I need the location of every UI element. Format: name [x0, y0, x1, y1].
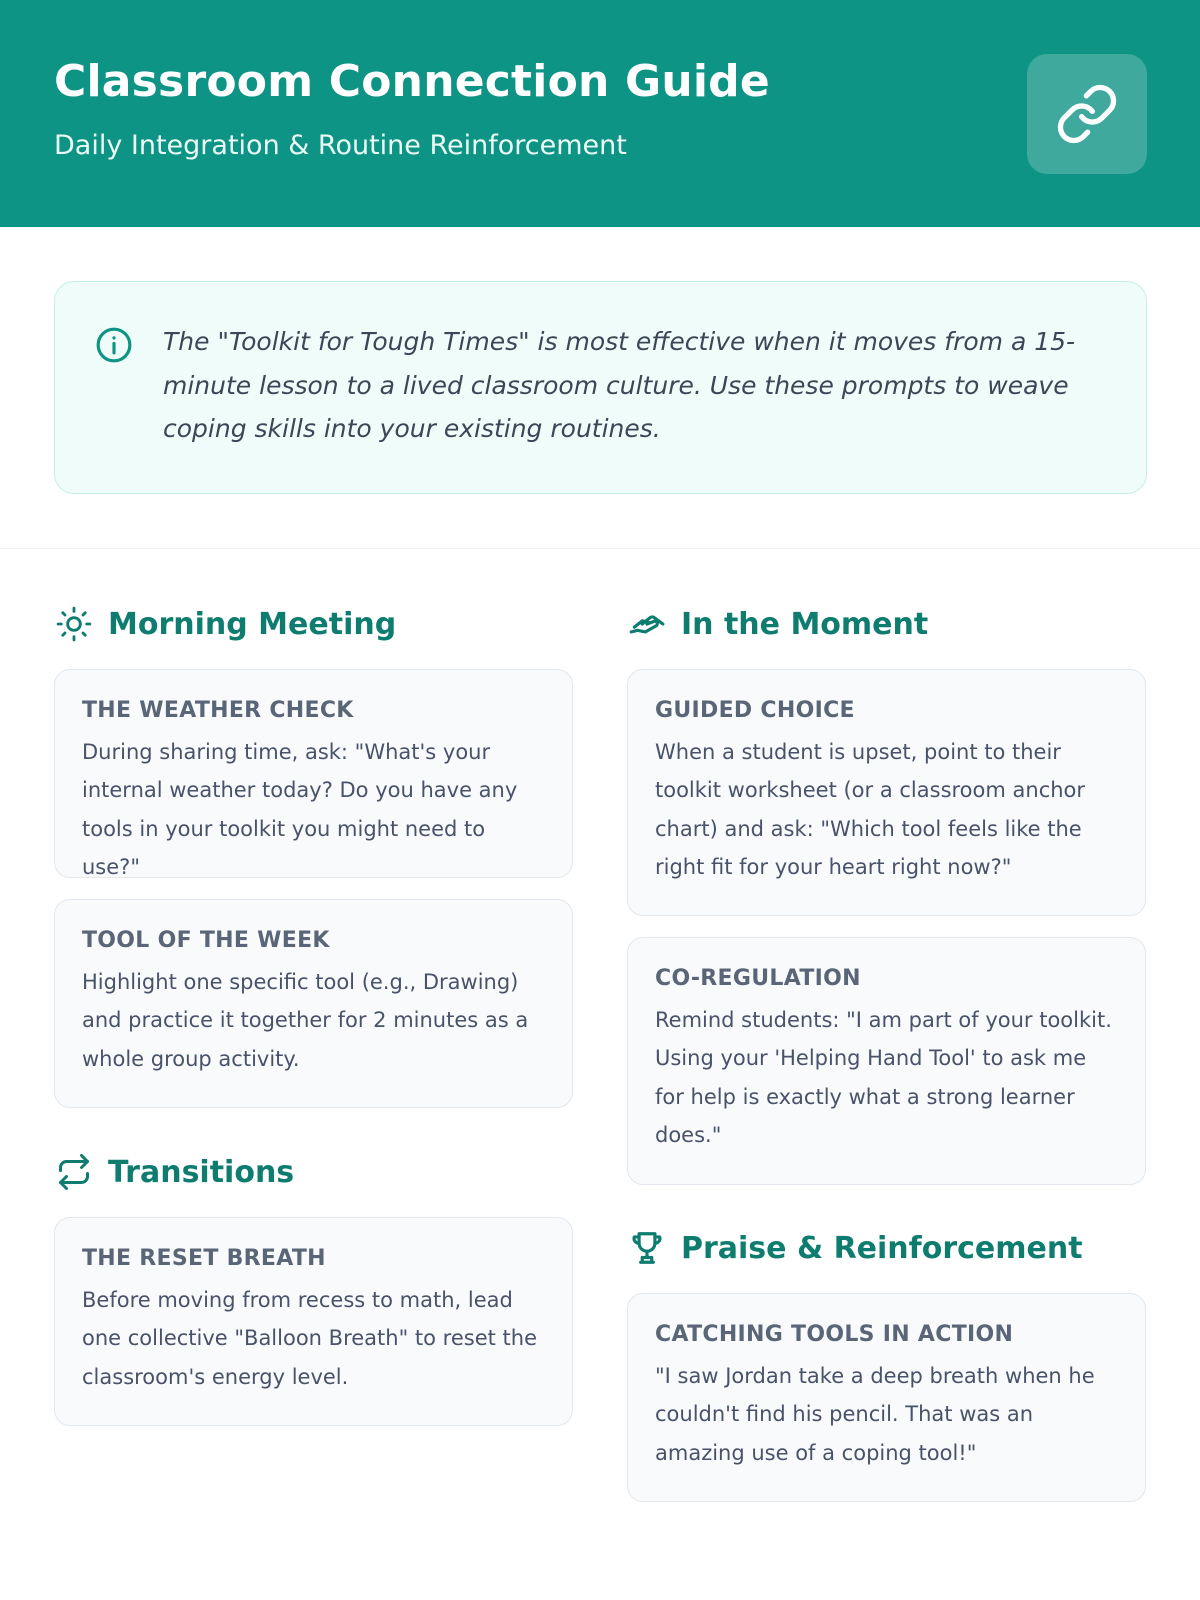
trophy-icon: [627, 1228, 667, 1268]
card-catching-tools: [627, 1293, 1146, 1502]
card-reset-breath: [54, 1217, 573, 1426]
section-praise-reinforcement: [627, 1228, 1083, 1268]
section-divider: [0, 548, 1200, 549]
card-text: Remind students: "I am part of your toolkit. Using your 'Helping Hand Tool' to ask me for help is exactly what a strong learner does.": [655, 1008, 1112, 1147]
link-badge: [1027, 54, 1147, 174]
card-text: "I saw Jordan take a deep breath when he couldn't find his pencil. That was an amazing use of a coping tool!": [655, 1364, 1095, 1465]
section-title: Morning Meeting: [108, 606, 397, 642]
page-subtitle: Daily Integration & Routine Reinforcement: [54, 130, 627, 161]
page-title: Classroom Connection Guide: [54, 56, 770, 107]
card-weather-check: [54, 669, 573, 878]
link-icon: [1055, 82, 1119, 146]
card-text: Highlight one specific tool (e.g., Drawing) and practice it together for 2 minutes as a whole group activity.: [82, 970, 529, 1071]
card-text: Before moving from recess to math, lead one collective "Balloon Breath" to reset the classroom's energy level.: [82, 1288, 537, 1389]
handshake-icon: [627, 604, 667, 644]
section-morning-meeting: [54, 604, 396, 644]
card-title: CATCHING TOOLS IN ACTION: [655, 1322, 1014, 1347]
card-title: THE WEATHER CHECK: [82, 698, 354, 723]
repeat-icon: [54, 1152, 94, 1192]
card-title: CO-REGULATION: [655, 966, 861, 991]
card-guided-choice: [627, 669, 1146, 916]
header-banner: [0, 0, 1200, 227]
section-transitions: [54, 1152, 294, 1192]
section-title: In the Moment: [681, 606, 929, 642]
section-in-the-moment: [627, 604, 928, 644]
card-tool-of-the-week: [54, 899, 573, 1108]
card-text: During sharing time, ask: "What's your internal weather today? Do you have any tools in your toolkit you might need to use?": [82, 740, 518, 879]
section-title: Praise & Reinforcement: [681, 1230, 1083, 1266]
info-icon: [95, 326, 133, 364]
card-co-regulation: [627, 937, 1146, 1185]
intro-text: The "Toolkit for Tough Times" is most effective when it moves from a 15-minute lesson to a lived classroom culture. Use these prompts to weave coping skills into your existing routines.: [163, 327, 1076, 443]
card-title: GUIDED CHOICE: [655, 698, 855, 723]
card-title: THE RESET BREATH: [82, 1246, 326, 1271]
section-title: Transitions: [108, 1154, 295, 1190]
intro-callout: [54, 281, 1147, 494]
sun-icon: [54, 604, 94, 644]
card-text: When a student is upset, point to their toolkit worksheet (or a classroom anchor chart) and ask: "Which tool feels like the right fit for your heart right now?": [655, 740, 1086, 879]
card-title: TOOL OF THE WEEK: [82, 928, 330, 953]
